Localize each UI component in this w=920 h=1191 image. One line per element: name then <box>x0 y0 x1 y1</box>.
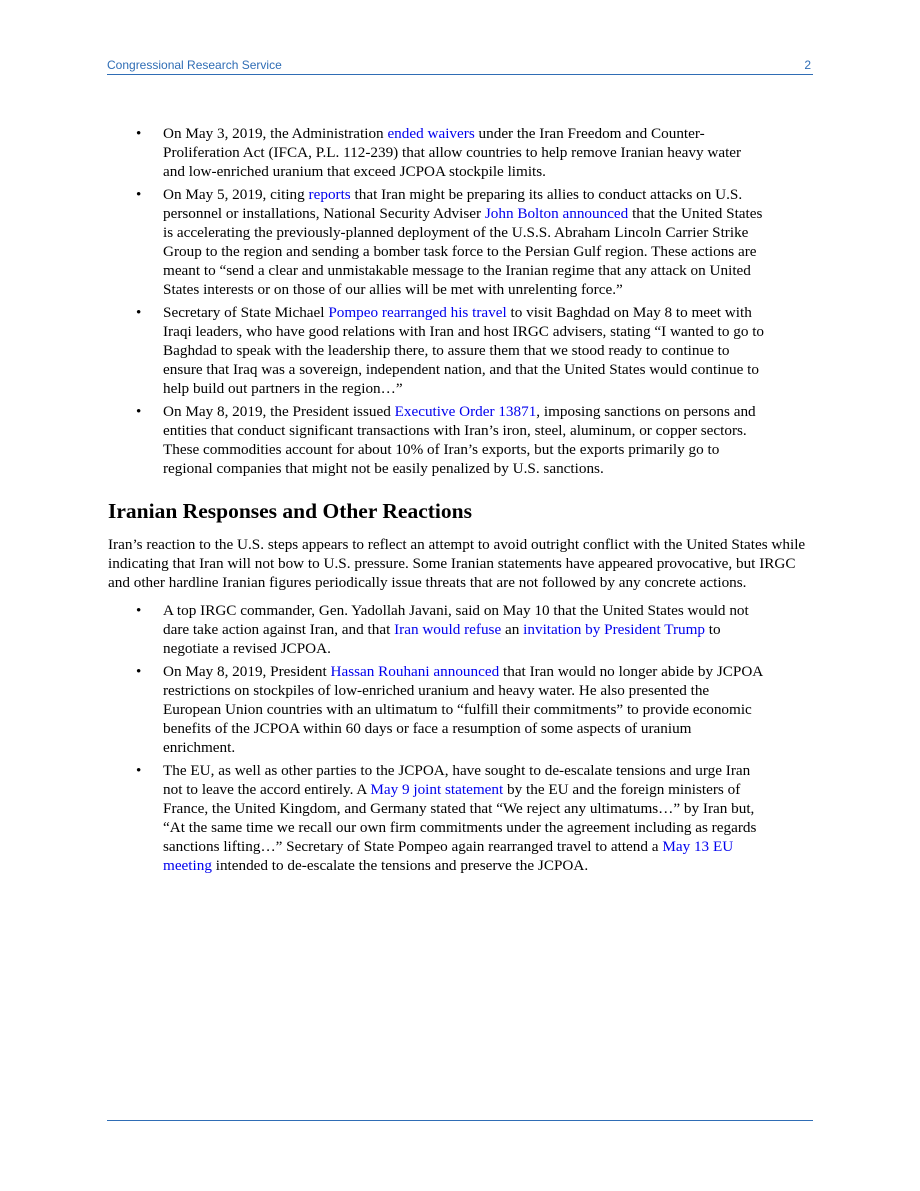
list-item: • On May 3, 2019, the Administration ended waivers under the Iran Freedom and Counter-Proliferation Act (IFCA, P.L. 112-239) that allow countries to help remove Iranian heavy water and low-enriched uranium that exceed JCPOA stockpile limits. <box>136 125 742 180</box>
iran-would-refuse-link[interactable]: Iran would refuse <box>394 621 502 638</box>
list-item: • On May 8, 2019, President Hassan Rouhani announced that Iran would no longer abide by JCPOA restrictions on stockpiles of low-enriched uranium and heavy water. He also presented the European Union countries with an ultimatum to “fulfill their commitments” to provide economic benefits of the JCPOA within 60 days or face a resumption of some aspects of uranium enrichment. <box>136 663 763 756</box>
section-heading: Iranian Responses and Other Reactions <box>108 499 472 523</box>
page-number: 2 <box>804 58 811 72</box>
list-item: • The EU, as well as other parties to the JCPOA, have sought to de-escalate tensions and urge Iran not to leave the accord entirely. A May 9 joint statement by the EU and the foreign ministers of France, the United Kingdom, and Germany stated that “We reject any ultimatums…” by Iran but, “At the same time we recall our own firm commitments under the agreement including as regards sanctions lifting…” Secretary of State Pompeo again rearranged travel to attend a May 13 EU meeting intended to de-escalate the tensions and preserve the JCPOA. <box>136 762 757 874</box>
list-item: • On May 8, 2019, the President issued Executive Order 13871, imposing sanctions on persons and entities that conduct significant transactions with Iran’s iron, steel, aluminum, or copper sectors. These commodities account for about 10% of Iran’s exports, but the exports primarily go to regional companies that might not be easily penalized by U.S. sanctions. <box>136 403 756 477</box>
invitation-by-president-trump-link[interactable]: invitation by President Trump <box>523 621 705 638</box>
bullet-icon: • <box>136 602 142 619</box>
may-9-joint-statement-link[interactable]: May 9 joint statement <box>370 781 504 798</box>
bullet-icon: • <box>136 125 142 142</box>
hassan-rouhani-announced-link[interactable]: Hassan Rouhani announced <box>330 663 500 680</box>
list-item: • Secretary of State Michael Pompeo rearranged his travel to visit Baghdad on May 8 to meet with Iraqi leaders, who have good relations with Iran and host IRGC advisers, stating “I wanted to go to Baghdad to speak with the leadership there, to assure them that we stood ready to continue to ensure that Iraq was a sovereign, independent nation, and that the United States would continue to help build out partners in the region…” <box>136 304 765 397</box>
us-actions-list <box>108 124 808 478</box>
bullet-icon: • <box>136 186 142 203</box>
header-organization: Congressional Research Service <box>107 58 282 72</box>
executive-order-link[interactable]: Executive Order 13871 <box>394 403 537 420</box>
bullet-icon: • <box>136 403 142 420</box>
document-body <box>108 124 808 879</box>
iranian-responses-list <box>108 601 808 875</box>
pompeo-rearranged-travel-link[interactable]: Pompeo rearranged his travel <box>328 304 507 321</box>
ended-waivers-link[interactable]: ended waivers <box>387 125 475 142</box>
bullet-icon: • <box>136 762 142 779</box>
page-header <box>107 58 813 75</box>
may-13-eu-meeting-link[interactable]: May 13 EU meeting <box>163 838 734 874</box>
bullet-icon: • <box>136 304 142 321</box>
list-item: • A top IRGC commander, Gen. Yadollah Javani, said on May 10 that the United States would not dare take action against Iran, and that Iran would refuse an invitation by President Trump to negotiate a revised JCPOA. <box>136 602 749 657</box>
list-item: • On May 5, 2019, citing reports that Iran might be preparing its allies to conduct attacks on U.S. personnel or installations, National Security Adviser John Bolton announced that the United States is accelerating the previously-planned deployment of the U.S.S. Abraham Lincoln Carrier Strike Group to the region and sending a bomber task force to the Persian Gulf region. These actions are meant to “send a clear and unmistakable message to the Iranian regime that any attack on United States interests or on those of our allies will be met with unrelenting force.” <box>136 186 763 298</box>
reports-link[interactable]: reports <box>308 186 351 203</box>
section-intro: Iran’s reaction to the U.S. steps appears to reflect an attempt to avoid outright conflict with the United States while indicating that Iran will not bow to U.S. pressure. Some Iranian statements have appeared provocative, but IRGC and other hardline Iranian figures periodically issue threats that are not followed by any concrete actions. <box>108 536 806 591</box>
john-bolton-announced-link[interactable]: John Bolton announced <box>484 205 629 222</box>
bullet-icon: • <box>136 663 142 680</box>
footer-divider <box>107 1120 813 1121</box>
